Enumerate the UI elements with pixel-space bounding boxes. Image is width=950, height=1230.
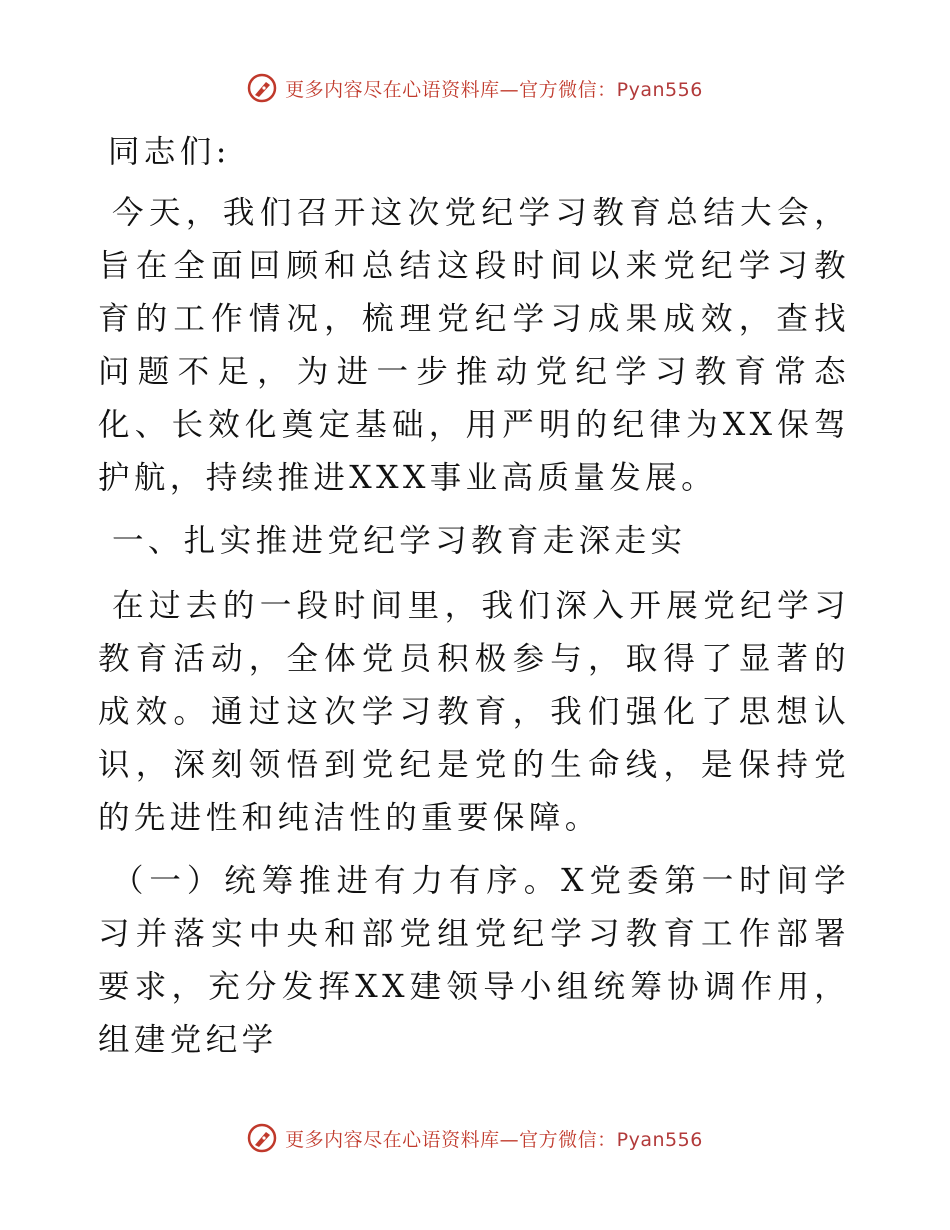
pen-nib-circle-icon (247, 1123, 277, 1153)
banner-text: 更多内容尽在心语资料库—官方微信：Pyan556 (285, 78, 703, 101)
section-heading-1: 一、扎实推进党纪学习教育走深走实 (112, 523, 687, 559)
paragraph-section-1: 在过去的一段时间里，我们深入开展党纪学习教育活动，全体党员积极参与，取得了显著的成效。通过这次学习教育，我们强化了思想认识，深刻领悟到党纪是党的生命线，是保持党的先进性和纯洁性的重要保障。 (98, 588, 850, 836)
paragraph-intro: 今天，我们召开这次党纪学习教育总结大会，旨在全面回顾和总结这段时间以来党纪学习教育的工作情况，梳理党纪学习成果成效，查找问题不足，为进一步推动党纪学习教育常态化、长效化奠定基础，用严明的纪律为XX保驾护航，持续推进XXX事业高质量发展。 (98, 195, 850, 496)
banner-text: 更多内容尽在心语资料库—官方微信：Pyan556 (285, 1128, 703, 1151)
salutation: 同志们: (108, 134, 231, 170)
pen-nib-circle-icon (247, 73, 277, 103)
footer-banner (0, 1118, 950, 1158)
document-body (98, 126, 850, 1077)
header-banner (0, 68, 950, 108)
paragraph-subsection-1: （一）统筹推进有力有序。X党委第一时间学习并落实中央和部党组党纪学习教育工作部署要求，充分发挥XX建领导小组统筹协调作用，组建党纪学 (98, 863, 850, 1058)
